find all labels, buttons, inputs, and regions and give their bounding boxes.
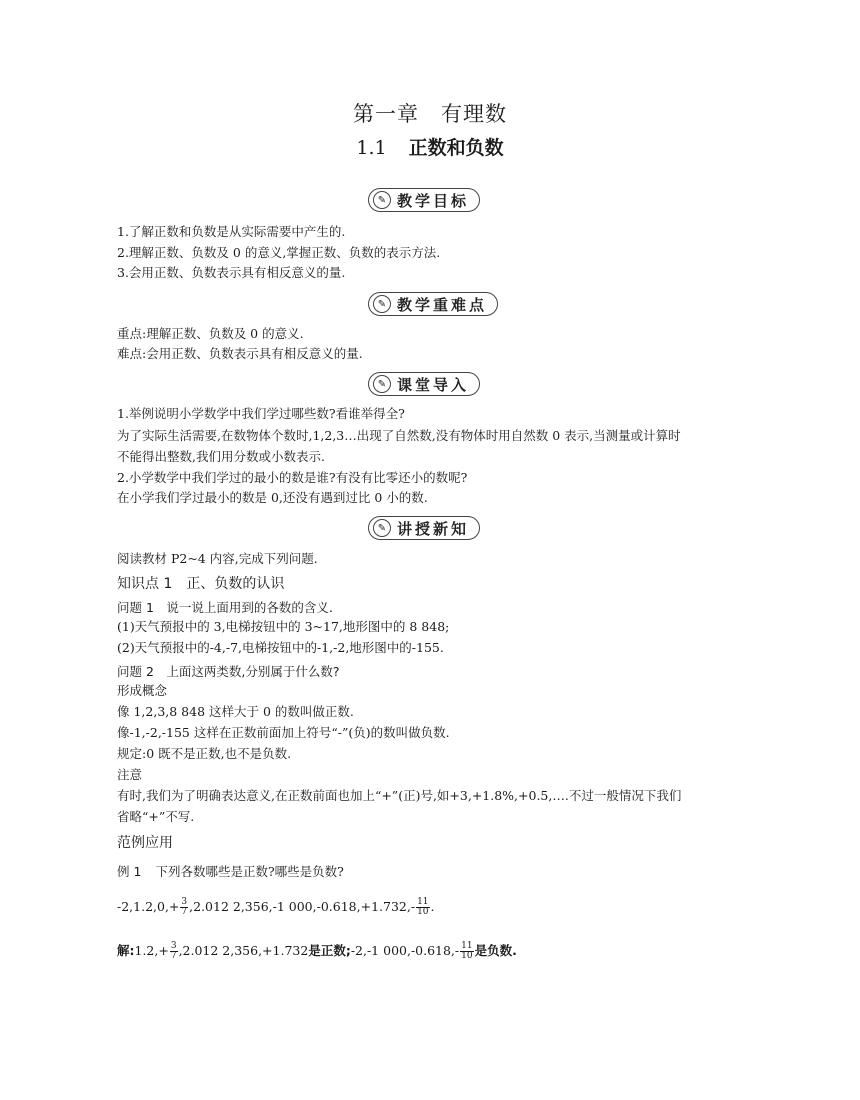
- intro-line: 2.小学数学中我们学过的最小的数是谁?有没有比零还小的数呢?: [117, 470, 468, 485]
- banner-new-knowledge: [368, 516, 480, 540]
- section-title: [0, 133, 860, 160]
- book-icon: ✎: [373, 519, 391, 537]
- solution-positive-label: 是正数;: [308, 943, 351, 958]
- fraction-11-10: $\frac{11}{10}$: [461, 941, 473, 961]
- concept-line: 规定:0 既不是正数,也不是负数.: [117, 746, 292, 761]
- example-heading: 范例应用: [117, 835, 173, 851]
- example-number-list: [117, 898, 435, 917]
- key-point-item: 难点:会用正数、负数表示具有相反意义的量.: [117, 346, 363, 361]
- objective-item: 3.会用正数、负数表示具有相反意义的量.: [117, 265, 346, 280]
- knowledge-point-heading: 知识点 1 正、负数的认识: [117, 576, 285, 592]
- note-heading: 注意: [117, 767, 143, 782]
- intro-line: 1.举例说明小学数学中我们学过哪些数?看谁举得全?: [117, 406, 405, 421]
- concept-heading: 形成概念: [117, 683, 168, 698]
- banner-key-points-label: 教学重难点: [397, 295, 488, 314]
- question-1-item: (2)天气预报中的-4,-7,电梯按钮中的-1,-2,地形图中的-155.: [117, 640, 444, 655]
- reading-instruction: 阅读教材 P2~4 内容,完成下列问题.: [117, 551, 318, 566]
- fraction-3-7: $\frac{3}{7}$: [170, 941, 177, 961]
- banner-intro: [368, 372, 480, 396]
- concept-line: 像-1,-2,-155 这样在正数前面加上符号“-”(负)的数叫做负数.: [117, 725, 450, 740]
- solution-text: -2,-1 000,-0.618,-: [350, 943, 460, 958]
- banner-new-knowledge-label: 讲授新知: [397, 519, 470, 538]
- question-1-item: (1)天气预报中的 3,电梯按钮中的 3~17,地形图中的 8 848;: [117, 619, 450, 634]
- banner-objectives-label: 教学目标: [397, 191, 470, 210]
- example-question: [117, 864, 344, 880]
- banner-objectives: [368, 188, 480, 212]
- objective-item: 1.了解正数和负数是从实际需要中产生的.: [117, 224, 346, 239]
- intro-line: 为了实际生活需要,在数物体个数时,1,2,3…出现了自然数,没有物体时用自然数 0 表示,当测量或计算时: [117, 428, 681, 443]
- key-point-item: 重点:理解正数、负数及 0 的意义.: [117, 326, 304, 341]
- number-list-end: .: [430, 899, 435, 914]
- example-solution: [117, 942, 517, 961]
- question-2: 问题 2 上面这两类数,分别属于什么数?: [117, 664, 340, 679]
- question-1: 问题 1 说一说上面用到的各数的含义.: [117, 600, 333, 615]
- note-line: 有时,我们为了明确表达意义,在正数前面也加上“+”(正)号,如+3,+1.8%,+0.5,….不过一般情况下我们: [117, 788, 682, 803]
- intro-line: 不能得出整数,我们用分数或小数表示.: [117, 449, 325, 464]
- banner-intro-label: 课堂导入: [397, 375, 470, 394]
- book-icon: ✎: [373, 295, 391, 313]
- section-number: 1.1: [356, 137, 387, 159]
- example-label: 例 1: [117, 864, 142, 879]
- number-list-text: ,2.012 2,356,-1 000,-0.618,+1.732,-: [189, 899, 416, 914]
- objective-item: 2.理解正数、负数及 0 的意义,掌握正数、负数的表示方法.: [117, 245, 441, 260]
- chapter-title: 第一章 有理数: [353, 102, 507, 126]
- book-icon: ✎: [373, 375, 391, 393]
- solution-negative-label: 是负数.: [474, 943, 517, 958]
- section-name: 正数和负数: [408, 137, 504, 159]
- fraction-11-10: $\frac{11}{10}$: [417, 897, 429, 917]
- example-question-text: 下列各数哪些是正数?哪些是负数?: [155, 864, 344, 879]
- solution-label: 解:: [117, 943, 135, 958]
- banner-key-points: [368, 292, 498, 316]
- concept-line: 像 1,2,3,8 848 这样大于 0 的数叫做正数.: [117, 704, 354, 719]
- number-list-text: -2,1.2,0,+: [117, 899, 180, 914]
- book-icon: ✎: [373, 191, 391, 209]
- fraction-3-7: $\frac{3}{7}$: [181, 897, 188, 917]
- note-line: 省略“+”不写.: [117, 809, 195, 824]
- intro-line: 在小学我们学过最小的数是 0,还没有遇到过比 0 小的数.: [117, 490, 428, 505]
- solution-text: ,2.012 2,356,+1.732: [178, 943, 309, 958]
- solution-text: 1.2,+: [134, 943, 169, 958]
